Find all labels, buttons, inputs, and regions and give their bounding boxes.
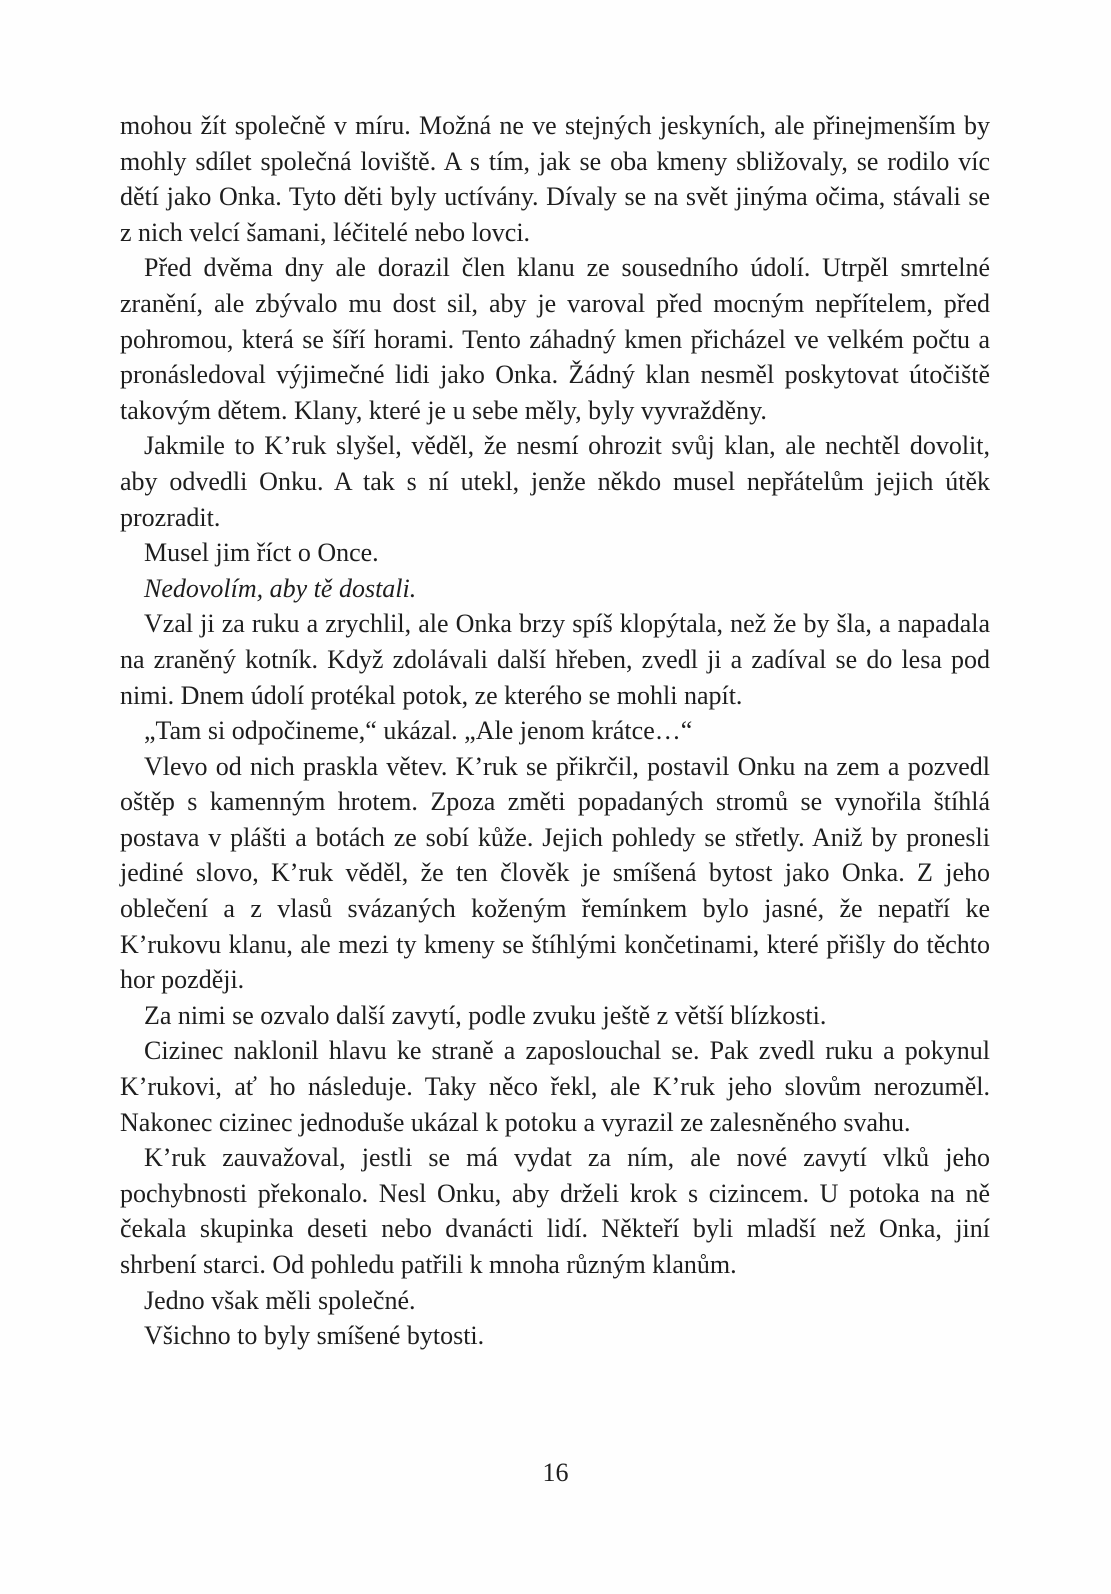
paragraph-italic: Nedovolím, aby tě dostali. [144, 573, 417, 603]
paragraph: Jedno však měli společné. [144, 1285, 416, 1315]
paragraph: Jakmile to K’ruk slyšel, věděl, že nesmí ohrozit svůj klan, ale nechtěl dovolit, aby odvedli Onku. A tak s ní utekl, jenže někdo musel nepřátelům jejich útěk prozradit. [120, 431, 990, 532]
paragraph: Cizinec naklonil hlavu ke straně a zaposlouchal se. Pak zvedl ruku a pokynul K’rukovi, ať ho následuje. Taky něco řekl, ale K’ruk jeho slovům nerozuměl. Nakonec cizinec jednoduše ukázal k potoku a vyrazil ze zalesněného svahu. [120, 1036, 990, 1137]
paragraph: Všichno to byly smíšené bytosti. [144, 1321, 485, 1351]
paragraph: K’ruk zauvažoval, jestli se má vydat za ním, ale nové zavytí vlků jeho pochybnosti překonalo. Nesl Onku, aby drželi krok s cizincem. U potoka na ně čekala skupinka deseti nebo dvanácti lidí. Někteří byli mladší než Onka, jiní shrbení starci. Od pohledu patřili k mnoha různým klanům. [120, 1143, 990, 1279]
paragraph: Musel jim říct o Once. [144, 538, 379, 568]
paragraph: Vlevo od nich praskla větev. K’ruk se přikrčil, postavil Onku na zem a pozvedl oštěp s kamenným hrotem. Zpoza změti popadaných stromů se vynořila štíhlá postava v plášti a botách ze sobí kůže. Jejich pohledy se střetly. Aniž by pronesli jediné slovo, K’ruk věděl, že ten člověk je smíšená bytost jako Onka. Z jeho oblečení a z vlasů svázaných koženým řemínkem bylo jasné, že nepatří ke K’rukovu klanu, ale mezi ty kmeny se štíhlými končetinami, které přišly do těchto hor později. [120, 751, 990, 995]
paragraph: mohou žít společně v míru. Možná ne ve stejných jeskyních, ale přinejmenším by mohly sdílet společná loviště. A s tím, jak se oba kmeny sbližovaly, se rodilo víc dětí jako Onka. Tyto děti byly uctívány. Dívaly se na svět jinýma očima, stávali se z nich velcí šamani, léčitelé nebo lovci. [120, 111, 990, 247]
paragraph: Za nimi se ozvalo další zavytí, podle zvuku ještě z větší blízkosti. [144, 1000, 827, 1030]
paragraph: Vzal ji za ruku a zrychlil, ale Onka brzy spíš klopýtala, než že by šla, a napadala na zraněný kotník. Když zdolávali další hřeben, zvedl ji a zadíval se do lesa pod nimi. Dnem údolí protékal potok, ze kterého se mohli napít. [120, 609, 990, 710]
paragraph: Před dvěma dny ale dorazil člen klanu ze sousedního údolí. Utrpěl smrtelné zranění, ale zbývalo mu dost sil, aby je varoval před mocným nepřítelem, před pohromou, která se šíří horami. Tento záhadný kmen přicházel ve velkém počtu a pronásledoval výjimečné lidi jako Onka. Žádný klan nesměl poskytovat útočiště takovým dětem. Klany, které je u sebe měly, byly vyvražděny. [120, 253, 990, 425]
body-text [120, 108, 990, 1354]
page-number: 16 [542, 1458, 569, 1487]
paragraph: „Tam si odpočineme,“ ukázal. „Ale jenom krátce…“ [144, 716, 693, 746]
